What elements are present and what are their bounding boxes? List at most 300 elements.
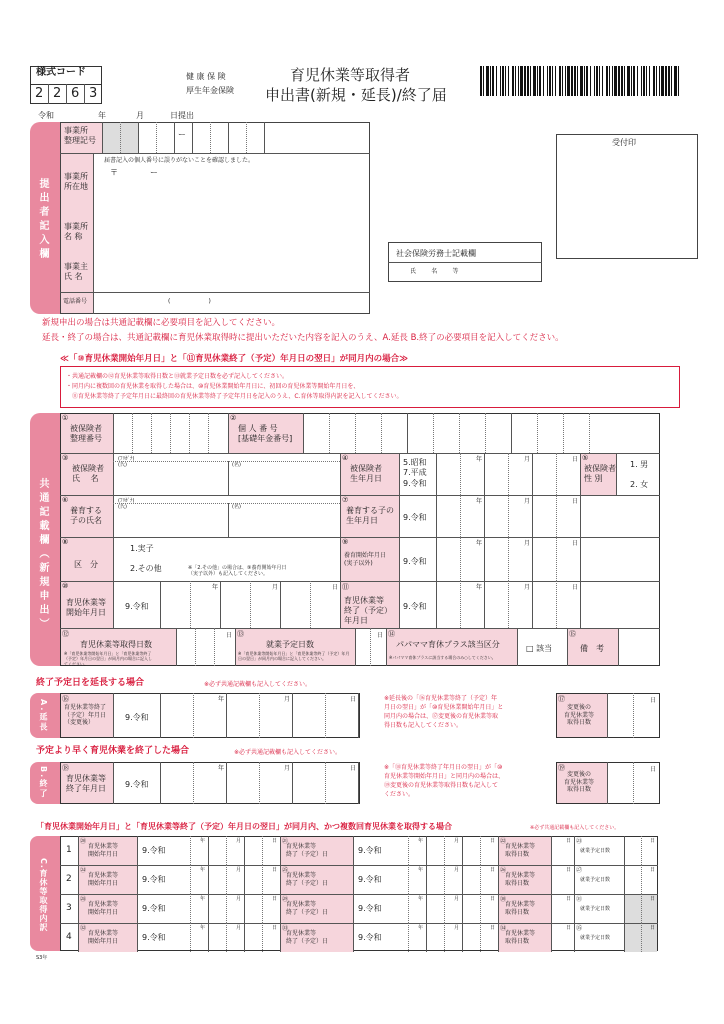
grid-line [551, 836, 552, 865]
barcode-bar [671, 66, 672, 96]
grid-line [444, 923, 445, 952]
cell-num: ㉘ [80, 896, 87, 903]
grid-line [132, 413, 133, 453]
sectionA-era: 9.令和 [125, 713, 149, 722]
grid-line [641, 836, 642, 865]
barcode-bar [618, 66, 620, 96]
sectionC-side-label: C.育休等取得内訳 [39, 857, 48, 932]
grid-line [624, 865, 625, 894]
sharoushi-label: 社会保険労務士記載欄 [396, 249, 476, 258]
unit-year: 年 [418, 867, 424, 873]
grid-line [353, 865, 354, 894]
grid-line [151, 413, 152, 453]
unit-day: 日 [572, 584, 579, 591]
unit-day: 日 [272, 838, 278, 844]
barcode-bar [567, 66, 570, 96]
sharoushi-name-label: 氏 名 等 [410, 268, 459, 275]
barcode-bar [646, 66, 647, 96]
grid-line [460, 495, 461, 537]
cell-num: ㉖ [500, 867, 507, 874]
grid-line [480, 865, 481, 894]
cell-num: ③ [62, 454, 69, 462]
barcode-bar [559, 66, 561, 96]
barcode-bar [656, 66, 657, 96]
barcode-bar [512, 66, 514, 96]
form-title-line1: 育児休業等取得者 [290, 66, 411, 84]
grid-line [280, 581, 281, 628]
unit-month: 月 [236, 925, 242, 931]
unit-day: 日 [566, 838, 572, 844]
barcode-bar [486, 66, 489, 96]
grid-line [244, 836, 245, 865]
barcode-bar [539, 66, 541, 96]
date-day-submitted: 日提出 [170, 111, 194, 120]
note-new: 新規申出の場合は共通記載欄に必要項目を記入してください。 [42, 318, 281, 328]
unit-month: 月 [236, 867, 242, 873]
grid-line [551, 894, 552, 923]
cell-num: ㉙ [282, 896, 289, 903]
grid-line [340, 581, 341, 628]
grid-line [508, 537, 509, 581]
row-number: 4 [66, 932, 72, 942]
row-number: 1 [66, 845, 72, 855]
grid-line [190, 581, 191, 628]
barcode-bar [584, 66, 585, 96]
grid-line [208, 923, 209, 952]
leave-end-label: 育児休業等 終了（予定） 年月日 [344, 596, 392, 625]
cell-num: ㉕ [282, 867, 289, 874]
unit-month: 月 [272, 584, 279, 591]
sectionB-days-label: 変更後の 育児休業等 取得日数 [564, 771, 595, 793]
postal-dash: ー [150, 168, 158, 177]
barcode-bar [661, 66, 664, 96]
grid-line [358, 762, 359, 804]
barcode-bar [508, 66, 509, 96]
surname-label: (氏) [118, 504, 127, 510]
work-days-label: 就業予定日数 [580, 877, 611, 883]
barcode-bar [606, 66, 608, 96]
unit-year: 年 [212, 584, 219, 591]
cell-num: ② [230, 414, 237, 422]
era-birth: 5.昭和 7.平成 9.令和 [403, 458, 427, 488]
grid-line [460, 453, 461, 495]
grid-line [408, 865, 409, 894]
grid-line [353, 894, 354, 923]
unit-day: 日 [272, 867, 278, 873]
unit-day: 日 [572, 498, 579, 505]
grid-line [259, 693, 260, 738]
grid-line [484, 581, 485, 628]
barcode [480, 66, 686, 96]
grid-line [325, 762, 326, 804]
grid-line [381, 413, 382, 453]
note-box-line1: ・共通記載欄の⑫育児休業等取得日数と⑬就業予定日数を必ず記入してください。 [66, 373, 289, 380]
grid-line [556, 495, 557, 537]
grid-line [462, 894, 463, 923]
grid-line [292, 693, 293, 738]
unit-year: 年 [200, 896, 206, 902]
sectionB-note: ※必ず共通記載欄も記入してください。 [234, 749, 342, 756]
leave-days-label: 育児休業等取得日数 [80, 640, 152, 649]
unit-day: 日 [226, 632, 233, 639]
grid-line [460, 537, 461, 581]
barcode-bar [565, 66, 566, 96]
grid-line [250, 581, 251, 628]
barcode-bar [500, 66, 501, 96]
grid-line [310, 581, 311, 628]
grid-line [444, 894, 445, 923]
sectionA-note2: ※延長後の「⑯育児休業等終了（予定）年 月日の翌日」が「⑩育児休業開始年月日」と 同月内の場合は、⑰変更後の育児休業等取 得日数も記入してください。 [384, 695, 504, 729]
barcode-bar [668, 66, 670, 96]
form-code-label: 様式コード [36, 67, 86, 78]
sectionA-side-label: A.延長 [39, 699, 48, 733]
grid-line [190, 865, 191, 894]
office-code-label: 事業所 整理記号 [64, 126, 96, 145]
era: 9.令和 [358, 875, 382, 884]
note-box-title: ≪「⑩育児休業開始年月日」と「⑪育児休業終了（予定）年月日の翌日」が同月内の場合≫ [60, 354, 408, 364]
unit-day: 日 [490, 838, 496, 844]
barcode-bar [637, 66, 638, 96]
unit-day: 日 [332, 584, 339, 591]
grid-line [537, 413, 538, 453]
cell-num: ⑱ [62, 764, 69, 772]
owner-name-label: 事業主 氏 名 [64, 262, 88, 281]
barcode-bar [571, 66, 573, 96]
start-label: 育児休業等 開始年月日 [88, 901, 119, 916]
cell-num: ㉝ [282, 925, 289, 932]
barcode-bar [594, 66, 595, 96]
unit-day: 日 [650, 867, 656, 873]
insurance-type-pension: 厚生年金保険 [186, 86, 234, 95]
era: 9.令和 [358, 846, 382, 855]
papa-mama-note: ※パパママ育休プラスに該当する場合のみ○してください。 [389, 656, 496, 661]
grid-line [329, 413, 330, 453]
cell-num: ① [62, 414, 69, 422]
grid-line [436, 537, 437, 581]
cell-num: ⑫ [62, 630, 69, 638]
grid-line [226, 693, 227, 738]
note-box-line3: ⑪育児休業等終了予定年月日に最終回の育児休業等終了予定年月日を記入のうえ、C.育休等取得内訳を記入してください。 [66, 393, 403, 400]
start-label: 育児休業等 開始年月日 [88, 872, 119, 887]
cell-num: ⑰ [558, 695, 565, 703]
barcode-bar [502, 66, 504, 96]
grid-line [508, 581, 509, 628]
phone-paren: ( ) [168, 298, 211, 305]
grid-line [244, 923, 245, 952]
grid-line [358, 693, 359, 738]
barcode-bar [599, 66, 600, 96]
furigana-label: (ﾌﾘｶﾞﾅ) [118, 456, 135, 462]
unit-day: 日 [572, 540, 579, 547]
sectionA-days-label: 変更後の 育児休業等 取得日数 [564, 704, 595, 726]
era: 9.令和 [142, 933, 166, 942]
unit-day: 日 [650, 697, 657, 704]
grid-line [624, 836, 625, 865]
unit-month: 月 [236, 896, 242, 902]
unit-day: 日 [572, 456, 579, 463]
unit-year: 年 [476, 456, 483, 463]
furigana-label: (ﾌﾘｶﾞﾅ) [118, 498, 135, 504]
unit-day: 日 [350, 765, 357, 772]
unit-day: 日 [650, 896, 656, 902]
grid-line [511, 413, 512, 453]
cell-num: ㉚ [500, 896, 507, 903]
grid-line [460, 581, 461, 628]
unit-year: 年 [418, 838, 424, 844]
start-label: 育児休業等 開始年月日 [88, 843, 119, 858]
unit-month: 月 [524, 584, 531, 591]
grid-line [426, 836, 427, 865]
grid-line [484, 453, 485, 495]
grid-line [484, 495, 485, 537]
era: 9.令和 [358, 904, 382, 913]
submitter-side-label: 提出者記入欄 [37, 178, 48, 262]
sex-label: 被保険者 性 別 [584, 464, 616, 483]
note-extend-end: 延長・終了の場合は、共通記載欄に育児休業取得時に提出いただいた内容を記入のうえ、A.延長 B.終了の必要項目を記入してください。 [42, 333, 564, 343]
grid-line [355, 413, 356, 453]
grid-line [170, 413, 171, 453]
grid-line [433, 413, 434, 453]
grid-line [325, 693, 326, 738]
sectionC-heading: 「育児休業開始年月日」と「育児休業等終了（予定）年月日の翌日」が同月内、かつ複数回育児休業を取得する場合 [36, 822, 452, 831]
grid-line [190, 836, 191, 865]
barcode-bar [496, 66, 497, 96]
grid-line [137, 894, 138, 923]
grid-line [574, 865, 575, 894]
barcode-bar [483, 66, 484, 96]
grid-line [480, 836, 481, 865]
row-number: 3 [66, 903, 72, 913]
barcode-bar [678, 66, 679, 96]
mynumber-confirm-text: 届書記入の個人番号に誤りがないことを確認しました。 [104, 157, 255, 164]
grid-line [624, 923, 625, 952]
era-child-birth: 9.令和 [403, 513, 427, 522]
insured-name-label: 被保険者 氏 名 [72, 464, 104, 483]
barcode-bar [627, 66, 630, 96]
barcode-bar [574, 66, 576, 96]
barcode-bar [631, 66, 632, 96]
grid-line [556, 453, 557, 495]
papa-mama-label: パパママ育休プラス該当区分 [396, 640, 500, 649]
end-label: 育児休業等 終了（予定）日 [286, 872, 329, 887]
unit-month: 月 [284, 696, 291, 703]
days-label: 育児休業等 取得日数 [505, 930, 536, 945]
unit-month: 月 [454, 838, 460, 844]
grid-line [292, 762, 293, 804]
grid-line [532, 537, 533, 581]
common-side-label: 共通記載欄（新規申出） [37, 478, 48, 632]
papa-mama-checkbox[interactable]: □ 該当 [526, 644, 553, 653]
grid-line [408, 923, 409, 952]
grid-line [532, 453, 533, 495]
start-label: 育児休業等 開始年月日 [88, 930, 119, 945]
office-code-dash: ー [178, 130, 186, 139]
barcode-bar [665, 66, 667, 96]
insurance-type-health: 健 康 保 険 [186, 72, 226, 81]
unit-day: 日 [350, 696, 357, 703]
grid-line [208, 865, 209, 894]
sectionB-era: 9.令和 [125, 780, 149, 789]
unit-day: 日 [566, 867, 572, 873]
cell-num: ⑧ [62, 538, 69, 546]
unit-month: 月 [284, 765, 291, 772]
grid-line [244, 865, 245, 894]
barcode-bar [524, 66, 526, 96]
grid-line [532, 581, 533, 628]
work-days-label: 就業予定日数 [580, 935, 611, 941]
barcode-bar [515, 66, 516, 96]
cell-num: ⑲ [558, 764, 565, 772]
grid-line [353, 836, 354, 865]
sectionB-end-label: 育児休業等 終了年月日 [66, 774, 106, 793]
grid-line [226, 836, 227, 865]
days-label: 育児休業等 取得日数 [505, 901, 536, 916]
work-days-note: ※「育児休業等開始年月日」と「育児休業等終了（予定）年月日の翌日」が同月内の場合に記入してください。 [238, 652, 350, 662]
sex-options: 1. 男 2. 女 [630, 460, 649, 489]
grid-line [190, 894, 191, 923]
grid-line [485, 413, 486, 453]
cell-num: ⑥ [62, 496, 69, 504]
unit-month: 月 [524, 540, 531, 547]
grid-line [193, 693, 194, 738]
category-note: ※「2.その他」の場合は、⑨養育開始年月日 （実子以外）も記入してください。 [188, 565, 287, 578]
end-label: 育児休業等 終了（予定）日 [286, 930, 329, 945]
grid-line [160, 762, 161, 804]
grid-line [551, 923, 552, 952]
barcode-bar [547, 66, 548, 96]
barcode-bar [641, 66, 642, 96]
cell-num: ⑤ [582, 454, 589, 462]
unit-day: 日 [377, 632, 384, 639]
era-care-start: 9.令和 [403, 557, 427, 566]
barcode-bar [505, 66, 506, 96]
address-label: 事業所 所在地 [64, 172, 88, 191]
sectionB-side-label: B.終了 [39, 766, 48, 800]
era: 9.令和 [142, 904, 166, 913]
grid-line [589, 413, 590, 453]
barcode-bar [614, 66, 617, 96]
barcode-bar [537, 66, 538, 96]
unit-day: 日 [490, 925, 496, 931]
cell-num: ⑨ [342, 538, 349, 546]
barcode-bar [643, 66, 645, 96]
note-box-line2: ・同月内に複数回の育児休業を取得した場合は、⑩育児休業開始年月日に、初回の育児休業等開始年月日を、 [66, 383, 360, 390]
unit-day: 日 [490, 867, 496, 873]
grid-line [580, 581, 581, 628]
grid-line [480, 923, 481, 952]
grid-line [226, 762, 227, 804]
office-name-label: 事業所 名 称 [64, 222, 88, 241]
cell-num: ㉜ [80, 925, 87, 932]
cell-num: ㉓ [576, 838, 583, 845]
cell-num: ㉒ [500, 838, 507, 845]
cell-num: ④ [342, 454, 349, 462]
grid-line [160, 581, 161, 628]
grid-line [624, 894, 625, 923]
barcode-bar [492, 66, 494, 96]
grid-line [259, 762, 260, 804]
grid-line [580, 495, 581, 537]
barcode-bar [555, 66, 556, 96]
barcode-bar [590, 66, 591, 96]
barcode-bar [533, 66, 536, 96]
sectionB-heading: 予定より早く育児休業を終了した場合 [36, 746, 190, 756]
category-label: 区 分 [74, 560, 98, 569]
cell-num: ⑭ [388, 630, 395, 638]
grid-line [462, 865, 463, 894]
unit-year: 年 [200, 867, 206, 873]
grid-line [407, 413, 408, 453]
grid-line [436, 495, 437, 537]
grid-line [574, 836, 575, 865]
unit-year: 年 [218, 696, 225, 703]
unit-day: 日 [272, 896, 278, 902]
unit-year: 年 [476, 584, 483, 591]
barcode-bar [659, 66, 660, 96]
grid-line [444, 836, 445, 865]
grid-line [262, 836, 263, 865]
grid-line [262, 865, 263, 894]
barcode-bar [549, 66, 551, 96]
work-days-label: 就業予定日数 [580, 848, 611, 854]
row-number: 2 [66, 874, 72, 884]
era: 9.令和 [358, 933, 382, 942]
grid-line [532, 495, 533, 537]
grid-line [220, 581, 221, 628]
grid-line [556, 537, 557, 581]
cell-num: ⑦ [342, 496, 349, 504]
form-code-digit: 3 [89, 86, 98, 101]
barcode-bar [596, 66, 598, 96]
days-label: 育児休業等 取得日数 [505, 843, 536, 858]
days-label: 育児休業等 取得日数 [505, 872, 536, 887]
grid-line [551, 865, 552, 894]
grid-line [160, 693, 161, 738]
unit-year: 年 [218, 765, 225, 772]
sectionA-heading: 終了予定日を延長する場合 [36, 678, 145, 688]
sectionA-end-label: 育児休業等終了 （予定）年月日 （変更後） [64, 704, 107, 726]
barcode-bar [527, 66, 529, 96]
grid-line [641, 894, 642, 923]
unit-month: 月 [454, 896, 460, 902]
barcode-bar [543, 66, 544, 96]
remarks-label: 備 考 [580, 644, 604, 653]
form-code-digit: 6 [71, 86, 80, 101]
grid-line [462, 923, 463, 952]
grid-line [408, 836, 409, 865]
unit-day: 日 [566, 925, 572, 931]
grid-line [426, 865, 427, 894]
care-start-label: 養育開始年月日 (実子以外) [344, 552, 387, 567]
grid-line [226, 923, 227, 952]
grid-line [190, 923, 191, 952]
barcode-bar [518, 66, 519, 96]
work-days-label: 就業予定日数 [266, 640, 314, 649]
date-year: 年 [98, 111, 106, 120]
barcode-bar [530, 66, 531, 96]
given-name-label: (名) [232, 504, 241, 510]
leave-start-label: 育児休業等 開始年月日 [66, 598, 106, 617]
cell-num: ⑮ [569, 630, 576, 638]
end-label: 育児休業等 終了（予定）日 [286, 843, 329, 858]
grid-line [426, 894, 427, 923]
date-reiwa: 令和 [38, 111, 54, 120]
barcode-bar [562, 66, 563, 96]
cell-num: ㉑ [282, 838, 289, 845]
barcode-bar [653, 66, 655, 96]
unit-year: 年 [200, 838, 206, 844]
grid-line [444, 865, 445, 894]
